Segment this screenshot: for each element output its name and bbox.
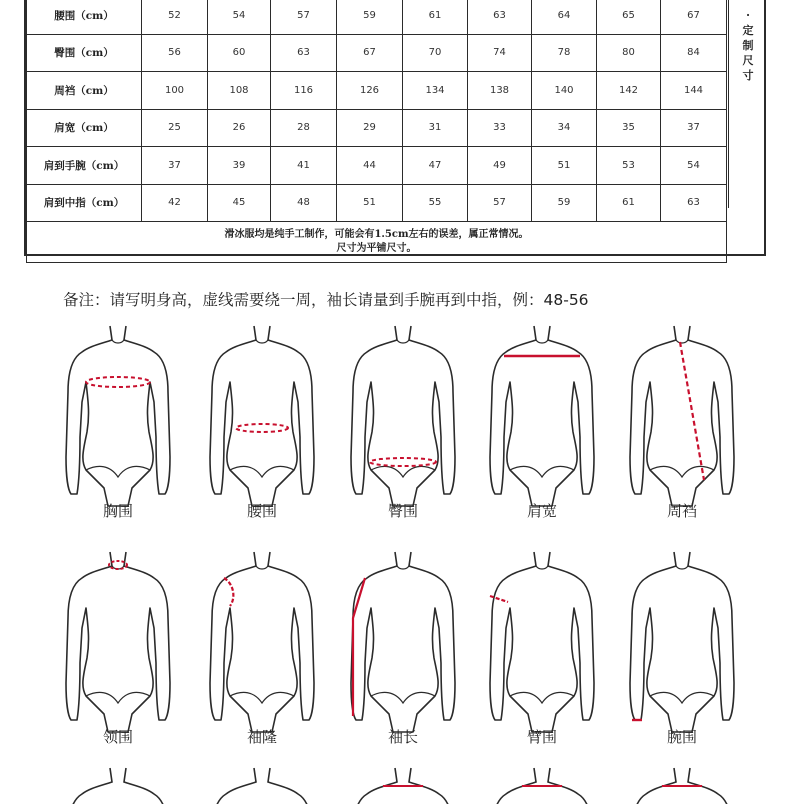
- table-row: [27, 0, 727, 34]
- table-cell: 67: [337, 34, 403, 72]
- figure-partial: [204, 764, 320, 804]
- bodysuit-diagram: [484, 764, 600, 804]
- table-cell: 116: [271, 72, 337, 110]
- table-cell: 54: [208, 0, 271, 34]
- bodysuit-diagram: [345, 322, 461, 508]
- custom-size-column: [728, 0, 764, 208]
- row-label: 臀围（cm）: [27, 34, 142, 72]
- table-cell: 140: [532, 72, 597, 110]
- table-cell: 33: [468, 109, 532, 147]
- table-note: [27, 222, 727, 263]
- row-label: 肩到中指（cm）: [27, 184, 142, 222]
- table-cell: 51: [532, 147, 597, 185]
- table-cell: 48: [271, 184, 337, 222]
- table-cell: 64: [532, 0, 597, 34]
- table-cell: 126: [337, 72, 403, 110]
- figure-partial: [624, 764, 740, 804]
- table-cell: 78: [532, 34, 597, 72]
- table-cell: 37: [661, 109, 727, 147]
- table-cell: 61: [403, 0, 468, 34]
- bodysuit-diagram: [60, 764, 176, 804]
- bodysuit-diagram: [624, 548, 740, 734]
- size-table: [24, 0, 766, 256]
- table-cell: 49: [468, 147, 532, 185]
- bodysuit-diagram: [60, 548, 176, 734]
- table-cell: 51: [337, 184, 403, 222]
- figure-waist: [204, 322, 320, 520]
- table-row: [27, 109, 727, 147]
- table-cell: 41: [271, 147, 337, 185]
- figure-partial: [60, 764, 176, 804]
- note-line-1: 滑冰服均是纯手工制作，可能会有1.5cm左右的误差，属正常情况。: [224, 229, 529, 240]
- table-cell: 59: [337, 0, 403, 34]
- table-cell: 65: [597, 0, 661, 34]
- bodysuit-diagram: [204, 322, 320, 508]
- bodysuit-diagram: [345, 764, 461, 804]
- bodysuit-diagram: [484, 322, 600, 508]
- table-cell: 100: [142, 72, 208, 110]
- table-cell: 108: [208, 72, 271, 110]
- table-cell: 70: [403, 34, 468, 72]
- bodysuit-diagram: [204, 764, 320, 804]
- table-cell: 59: [532, 184, 597, 222]
- figure-wrist: [624, 548, 740, 746]
- table-cell: 26: [208, 109, 271, 147]
- row-label: 肩到手腕（cm）: [27, 147, 142, 185]
- table-cell: 53: [597, 147, 661, 185]
- table-cell: 57: [271, 0, 337, 34]
- figure-caption: 腰围: [246, 502, 277, 520]
- table-cell: 52: [142, 0, 208, 34]
- figure-neck: [60, 548, 176, 746]
- bodysuit-diagram: [345, 548, 461, 734]
- table-cell: 60: [208, 34, 271, 72]
- figure-caption: 胸围: [102, 502, 133, 520]
- table-cell: 34: [532, 109, 597, 147]
- figure-armhole: [204, 548, 320, 746]
- table-cell: 63: [468, 0, 532, 34]
- bodysuit-diagram: [624, 322, 740, 508]
- table-row: [27, 34, 727, 72]
- size-grid: [26, 0, 727, 263]
- figure-arm: [484, 548, 600, 746]
- figure-caption: 腕围: [666, 728, 697, 746]
- figure-caption: 周裆: [666, 502, 697, 520]
- figure-hip: [345, 322, 461, 520]
- table-row: [27, 184, 727, 222]
- table-cell: 25: [142, 109, 208, 147]
- bodysuit-diagram: [484, 548, 600, 734]
- table-cell: 74: [468, 34, 532, 72]
- figure-caption: 袖隆: [246, 728, 277, 746]
- table-row: [27, 147, 727, 185]
- table-cell: 80: [597, 34, 661, 72]
- figure-partial: [345, 764, 461, 804]
- row-label: 周裆（cm）: [27, 72, 142, 110]
- figure-caption: 袖长: [387, 728, 418, 746]
- table-cell: 42: [142, 184, 208, 222]
- table-cell: 45: [208, 184, 271, 222]
- table-cell: 134: [403, 72, 468, 110]
- bodysuit-diagram: [624, 764, 740, 804]
- figure-caption: 臂围: [526, 728, 557, 746]
- table-cell: 28: [271, 109, 337, 147]
- table-cell: 54: [661, 147, 727, 185]
- bodysuit-diagram: [204, 548, 320, 734]
- table-cell: 63: [271, 34, 337, 72]
- table-cell: 31: [403, 109, 468, 147]
- bodysuit-diagram: [60, 322, 176, 508]
- table-cell: 37: [142, 147, 208, 185]
- figure-torso: [624, 322, 740, 520]
- row-label: 肩宽（cm）: [27, 109, 142, 147]
- table-cell: 57: [468, 184, 532, 222]
- figure-caption: 领围: [102, 728, 133, 746]
- remark-text: 备注：请写明身高，虚线需要绕一周，袖长请量到手腕再到中指，例：48-56: [63, 291, 589, 309]
- table-cell: 55: [403, 184, 468, 222]
- table-cell: 29: [337, 109, 403, 147]
- table-cell: 56: [142, 34, 208, 72]
- figure-shoulder: [484, 322, 600, 520]
- table-cell: 63: [661, 184, 727, 222]
- table-row: [27, 72, 727, 110]
- table-cell: 47: [403, 147, 468, 185]
- note-line-2: 尺寸为平铺尺寸。: [336, 243, 417, 254]
- row-label: 腰围（cm）: [27, 0, 142, 34]
- table-cell: 67: [661, 0, 727, 34]
- custom-size-label: ·定制尺寸: [742, 9, 754, 82]
- table-cell: 142: [597, 72, 661, 110]
- table-cell: 35: [597, 109, 661, 147]
- figure-sleeve: [345, 548, 461, 746]
- table-cell: 39: [208, 147, 271, 185]
- table-cell: 84: [661, 34, 727, 72]
- figure-chest: [60, 322, 176, 520]
- table-cell: 44: [337, 147, 403, 185]
- figure-caption: 肩宽: [526, 502, 557, 520]
- figure-caption: 臀围: [387, 502, 418, 520]
- table-cell: 61: [597, 184, 661, 222]
- table-cell: 138: [468, 72, 532, 110]
- table-cell: 144: [661, 72, 727, 110]
- figure-partial: [484, 764, 600, 804]
